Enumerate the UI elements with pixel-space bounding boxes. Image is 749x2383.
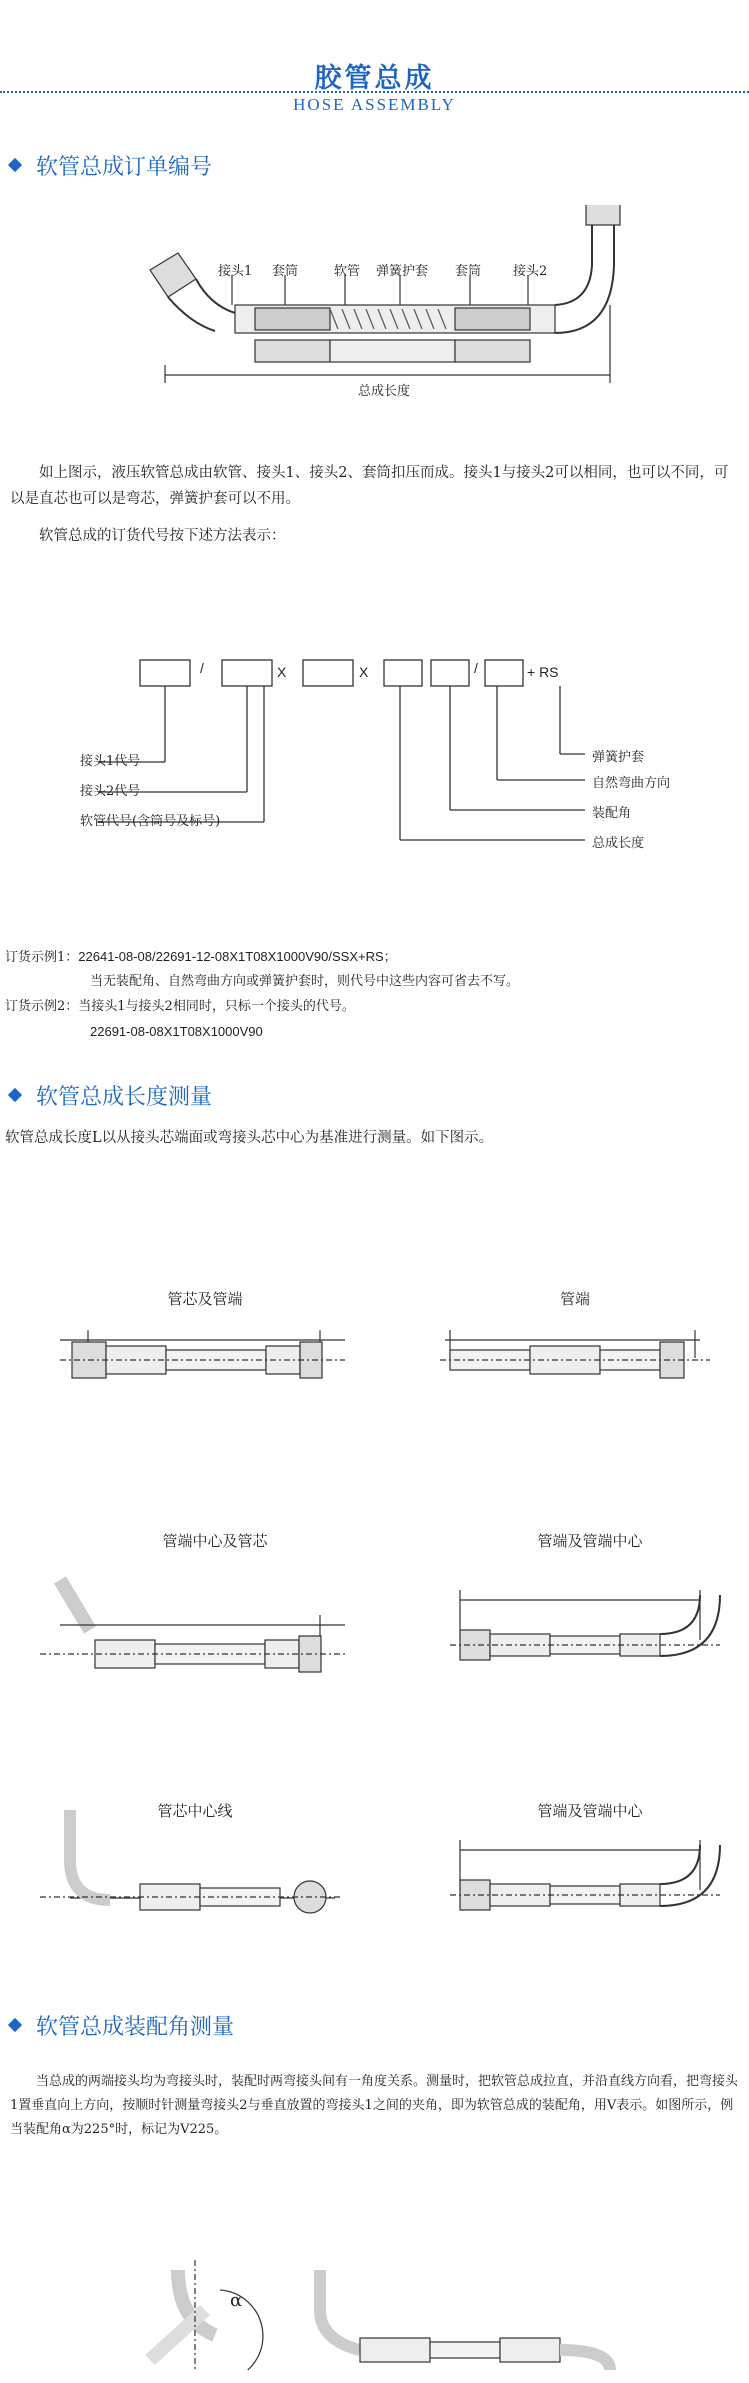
section-heading-order-code: 软管总成订单编号 — [10, 150, 212, 181]
code-x-1: X — [277, 664, 287, 680]
code-label-hose: 软管代号(含筒号及标号) — [80, 814, 221, 829]
label-sleeve1: 套筒 — [272, 264, 299, 279]
label-fitting1: 接头1 — [218, 264, 253, 279]
diamond-bullet-icon — [8, 158, 22, 172]
section-heading-assembly-angle: 软管总成装配角测量 — [10, 2010, 234, 2041]
length-measurement-drawings — [0, 1280, 749, 2000]
caption-end: 管端 — [559, 1290, 590, 1308]
length-intro: 软管总成长度L以从接头芯端面或弯接头芯中心为基准进行测量。如下图示。 — [5, 1130, 494, 1146]
page-title: 胶管总成 — [314, 63, 435, 94]
assembly-angle-paragraph: 当总成的两端接头均为弯接头时，装配时两弯接头间有一角度关系。测量时，把软管总成拉直，并沿直线方向看，把弯接头1置垂直向上方向，按顺时针测量弯接头2与垂直放置的弯接头1之间的夹角，即为软管总成的装配角，用V表示。如图所示，例当装配角α为225°时，标记为V225。 — [10, 2074, 739, 2137]
code-slash-2: / — [474, 660, 478, 676]
example1 — [5, 945, 397, 970]
code-label-spring-guard: 弹簧护套 — [592, 750, 645, 765]
caption-end-and-end-center-1: 管端及管端中心 — [537, 1532, 643, 1550]
alpha-label: α — [230, 2290, 243, 2311]
caption-end-and-end-center-2: 管端及管端中心 — [537, 1802, 643, 1820]
code-label-fitting1: 接头1代号 — [80, 754, 141, 769]
intro-paragraph: 如上图示，液压软管总成由软管、接头1、接头2、套筒扣压而成。接头1与接头2可以相同，也可以不同，可以是直芯也可以是弯芯，弹簧护套可以不用。 — [10, 465, 729, 507]
order-code-intro: 软管总成的订货代号按下述方法表示： — [39, 528, 286, 544]
label-hose: 软管 — [334, 264, 361, 279]
example2-code: 22691-08-08X1T08X1000V90 — [90, 1024, 263, 1039]
hose-assembly-diagram — [0, 205, 749, 625]
label-total-length: 总成长度 — [358, 384, 411, 399]
example2 — [5, 995, 355, 1019]
code-label-fitting2: 接头2代号 — [80, 784, 141, 799]
label-sleeve2: 套筒 — [455, 264, 482, 279]
example1-note: 当无装配角、自然弯曲方向或弹簧护套时，则代号中这些内容可省去不写。 — [90, 974, 520, 989]
code-slash-1: / — [200, 660, 204, 676]
diamond-bullet-icon — [8, 2018, 22, 2032]
caption-end-center-and-core: 管端中心及管芯 — [162, 1532, 268, 1550]
example1-label: 订货示例1： — [5, 950, 79, 965]
code-label-assembly-angle: 装配角 — [592, 806, 632, 821]
example1-code: 22641-08-08/22691-12-08X1T08X1000V90/SSX+RS； — [78, 949, 397, 964]
page-subtitle: HOSE ASSEMBLY — [293, 95, 456, 114]
code-x-2: X — [359, 664, 369, 680]
code-label-total-length: 总成长度 — [592, 836, 645, 851]
section-heading-length: 软管总成长度测量 — [10, 1080, 212, 1111]
assembly-angle-diagram — [0, 2250, 749, 2370]
code-label-bend-direction: 自然弯曲方向 — [592, 776, 671, 791]
diamond-bullet-icon — [8, 1088, 22, 1102]
label-fitting2: 接头2 — [513, 264, 548, 279]
label-spring-guard: 弹簧护套 — [376, 264, 429, 279]
example2-text: 当接头1与接头2相同时，只标一个接头的代号。 — [78, 999, 355, 1014]
code-suffix: + RS — [527, 664, 559, 680]
dotted-divider — [0, 91, 749, 93]
example2-label: 订货示例2： — [5, 999, 79, 1014]
caption-core-and-end: 管芯及管端 — [167, 1290, 243, 1308]
caption-core-centerline: 管芯中心线 — [157, 1802, 233, 1820]
